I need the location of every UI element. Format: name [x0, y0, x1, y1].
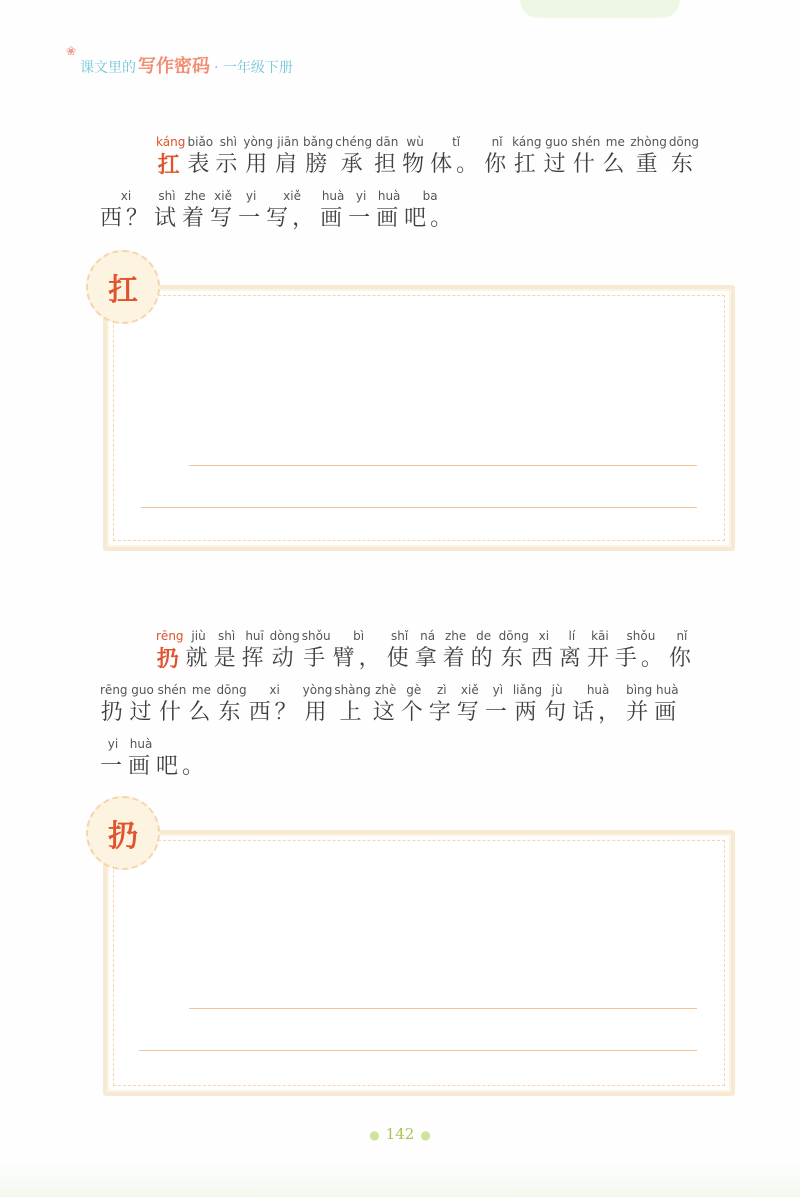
- ruby-char: [275, 134, 301, 180]
- hanzi: 过: [129, 700, 156, 725]
- hanzi: 手: [303, 646, 330, 671]
- pinyin: xi: [269, 683, 280, 697]
- pinyin: shàng: [334, 683, 371, 697]
- hanzi: 西？: [100, 206, 153, 231]
- ruby-char: [485, 682, 511, 728]
- ruby-char: [443, 628, 469, 674]
- hanzi: 你: [668, 646, 695, 671]
- hanzi: 肩: [275, 152, 302, 177]
- pinyin: zhe: [184, 189, 206, 203]
- ruby-char: [348, 188, 374, 234]
- ruby-char: [130, 682, 156, 728]
- ruby-char: [303, 682, 333, 728]
- writing-line: [189, 465, 697, 466]
- pinyin: guo: [131, 683, 154, 697]
- pinyin: zì: [436, 683, 447, 697]
- pinyin: huà: [586, 683, 610, 697]
- hanzi: 么: [188, 700, 215, 725]
- ruby-char: [373, 682, 399, 728]
- pinyin: nǐ: [676, 629, 688, 643]
- pinyin: biǎo: [187, 135, 214, 149]
- header-series: 课文里的: [80, 60, 136, 76]
- section-reng-prompt: [100, 628, 740, 790]
- pinyin: dōng: [216, 683, 247, 697]
- pinyin: xiě: [460, 683, 479, 697]
- hanzi: 手。: [614, 646, 667, 671]
- pinyin: de: [476, 629, 492, 643]
- ruby-char: [333, 628, 385, 674]
- pinyin: huī: [245, 629, 264, 643]
- text-line: [100, 682, 740, 728]
- hanzi: 写: [210, 206, 237, 231]
- writing-line: [141, 507, 697, 508]
- hanzi: 膀: [305, 152, 332, 177]
- pinyin: yòng: [243, 135, 274, 149]
- character-badge-reng: [86, 796, 160, 870]
- pinyin: káng: [156, 135, 186, 149]
- hanzi: 写，: [266, 206, 319, 231]
- pinyin: xi: [120, 189, 132, 203]
- hanzi: 你: [484, 152, 511, 177]
- pinyin: zhòng: [630, 135, 667, 149]
- hanzi: 挥: [241, 646, 268, 671]
- ruby-char: [128, 736, 154, 782]
- ruby-char: [156, 628, 184, 674]
- pinyin: jù: [551, 683, 563, 697]
- pinyin: chéng: [335, 135, 373, 149]
- ruby-char: [559, 628, 585, 674]
- pinyin: zhè: [375, 683, 397, 697]
- pinyin: yi: [107, 737, 119, 751]
- pinyin: rēng: [156, 629, 184, 643]
- ruby-char: [187, 134, 213, 180]
- pinyin: shǒu: [301, 629, 331, 643]
- hanzi: 什: [572, 152, 599, 177]
- hanzi: 扔: [100, 700, 127, 725]
- drawing-box-border: [113, 295, 725, 541]
- hanzi: 扛: [513, 152, 540, 177]
- pinyin: liǎng: [512, 683, 543, 697]
- pinyin: bǎng: [303, 135, 334, 149]
- hanzi: 物: [402, 152, 429, 177]
- pinyin: shì: [219, 135, 237, 149]
- hanzi: 吧。: [156, 754, 209, 779]
- ruby-char: [626, 682, 652, 728]
- ruby-char: [430, 134, 482, 180]
- hanzi: 承: [340, 152, 367, 177]
- ruby-char: [335, 134, 372, 180]
- hanzi: 吧。: [404, 206, 457, 231]
- ruby-char: [154, 188, 180, 234]
- ruby-char: [471, 628, 497, 674]
- pinyin: dòng: [269, 629, 300, 643]
- ruby-char: [214, 628, 240, 674]
- hanzi: 画: [128, 754, 155, 779]
- ruby-char: [402, 134, 428, 180]
- hanzi: 东: [670, 152, 697, 177]
- hanzi: 用: [304, 700, 331, 725]
- header-title: 写作密码: [138, 56, 210, 77]
- pinyin: káng: [512, 135, 542, 149]
- pinyin: xi: [538, 629, 550, 643]
- hanzi: 拿: [414, 646, 441, 671]
- ruby-char: [374, 134, 400, 180]
- ruby-char: [270, 628, 300, 674]
- hanzi: 一: [100, 754, 127, 779]
- pinyin: wù: [406, 135, 424, 149]
- ruby-char: [499, 628, 529, 674]
- ruby-char: [571, 134, 600, 180]
- hanzi: 写: [456, 700, 483, 725]
- pinyin: huà: [377, 189, 401, 203]
- pinyin: lí: [568, 629, 576, 643]
- badge-character: 扔: [108, 819, 138, 854]
- ruby-char: [334, 682, 370, 728]
- page-number-value: 142: [385, 1125, 415, 1143]
- ruby-char: [303, 134, 333, 180]
- pinyin: xiě: [283, 189, 301, 203]
- hanzi: 话，: [572, 700, 625, 725]
- pinyin: shǐ: [391, 629, 409, 643]
- ruby-char: [544, 682, 570, 728]
- hanzi: 就: [185, 646, 212, 671]
- pinyin: ná: [420, 629, 436, 643]
- dot-icon: ●: [420, 1128, 431, 1142]
- ruby-char: [602, 134, 628, 180]
- pinyin: bì: [353, 629, 365, 643]
- ruby-char: [543, 134, 569, 180]
- ruby-char: [100, 682, 128, 728]
- hanzi: 离: [558, 646, 585, 671]
- ruby-char: [531, 628, 557, 674]
- ruby-char: [669, 134, 699, 180]
- hanzi: 画: [376, 206, 403, 231]
- hanzi: 着: [182, 206, 209, 231]
- ruby-char: [587, 628, 613, 674]
- ruby-char: [249, 682, 301, 728]
- pinyin: dōng: [498, 629, 529, 643]
- ruby-char: [404, 188, 456, 234]
- hanzi: 扔: [156, 646, 183, 672]
- hanzi: 使: [386, 646, 413, 671]
- hanzi: 示: [215, 152, 242, 177]
- pinyin: tǐ: [452, 135, 461, 149]
- ruby-char: [630, 134, 666, 180]
- pinyin: shì: [217, 629, 236, 643]
- ruby-char: [243, 134, 273, 180]
- dot-icon: ●: [369, 1128, 380, 1142]
- ruby-char: [215, 134, 241, 180]
- pinyin: kāi: [591, 629, 609, 643]
- ruby-char: [669, 628, 695, 674]
- pinyin: huà: [129, 737, 153, 751]
- hanzi: 重: [635, 152, 662, 177]
- pinyin: gè: [406, 683, 422, 697]
- pinyin: dōng: [668, 135, 699, 149]
- hanzi: 东: [218, 700, 245, 725]
- header-grade: · 一年级下册: [214, 60, 293, 76]
- ruby-char: [512, 134, 541, 180]
- pinyin: zhe: [445, 629, 467, 643]
- hanzi: 上: [339, 700, 366, 725]
- pinyin: yì: [492, 683, 504, 697]
- drawing-box-kang[interactable]: [103, 285, 735, 551]
- pinyin: jiù: [191, 629, 206, 643]
- ruby-char: [320, 188, 346, 234]
- ruby-char: [188, 682, 214, 728]
- hanzi: 并: [626, 700, 653, 725]
- ruby-char: [572, 682, 624, 728]
- hanzi: 的: [470, 646, 497, 671]
- writing-line: [189, 1008, 697, 1009]
- ruby-char: [100, 736, 126, 782]
- writing-line: [139, 1050, 697, 1051]
- hanzi: 臂，: [332, 646, 385, 671]
- hanzi: 个: [400, 700, 427, 725]
- section-kang-prompt: [100, 134, 740, 242]
- ruby-char: [100, 188, 152, 234]
- ruby-char: [242, 628, 268, 674]
- bottom-decoration: [0, 1157, 800, 1197]
- hanzi: 画: [320, 206, 347, 231]
- top-decoration: [520, 0, 680, 18]
- hanzi: 这: [372, 700, 399, 725]
- pinyin: shì: [158, 189, 176, 203]
- pinyin: yòng: [302, 683, 333, 697]
- ruby-char: [457, 682, 483, 728]
- text-line: [100, 134, 740, 180]
- text-line: [100, 736, 740, 782]
- hanzi: 么: [602, 152, 629, 177]
- hanzi: 西: [530, 646, 557, 671]
- hanzi: 试: [154, 206, 181, 231]
- ruby-char: [156, 134, 185, 180]
- pinyin: bìng: [626, 683, 653, 697]
- pinyin: huà: [656, 683, 679, 697]
- pinyin: shén: [157, 683, 187, 697]
- ruby-char: [429, 682, 455, 728]
- text-line: [100, 188, 740, 234]
- leaf-icon: ❀: [66, 44, 77, 58]
- pinyin: rēng: [100, 683, 128, 697]
- page-number: [0, 1125, 800, 1143]
- hanzi: 扛: [157, 152, 184, 178]
- pinyin: nǐ: [491, 135, 503, 149]
- hanzi: 一: [348, 206, 375, 231]
- ruby-char: [513, 682, 542, 728]
- ruby-char: [401, 682, 427, 728]
- ruby-char: [210, 188, 236, 234]
- hanzi: 一: [484, 700, 511, 725]
- ruby-char: [484, 134, 510, 180]
- hanzi: 开: [586, 646, 613, 671]
- hanzi: 字: [428, 700, 455, 725]
- ruby-char: [615, 628, 667, 674]
- hanzi: 担: [374, 152, 401, 177]
- text-line: [100, 628, 740, 674]
- ruby-char: [182, 188, 208, 234]
- hanzi: 一: [238, 206, 265, 231]
- hanzi: 东: [500, 646, 527, 671]
- pinyin: yi: [355, 189, 367, 203]
- pinyin: me: [605, 135, 625, 149]
- hanzi: 两: [514, 700, 541, 725]
- badge-character: 扛: [108, 273, 138, 308]
- hanzi: 是: [213, 646, 240, 671]
- book-header: [66, 44, 293, 78]
- pinyin: yi: [245, 189, 257, 203]
- hanzi: 过: [543, 152, 570, 177]
- hanzi: 西？: [248, 700, 301, 725]
- ruby-char: [654, 682, 680, 728]
- ruby-char: [186, 628, 212, 674]
- pinyin: guo: [545, 135, 568, 149]
- ruby-char: [158, 682, 187, 728]
- pinyin: jiān: [277, 135, 299, 149]
- hanzi: 体。: [430, 152, 483, 177]
- pinyin: dān: [375, 135, 399, 149]
- ruby-char: [266, 188, 318, 234]
- hanzi: 句: [544, 700, 571, 725]
- ruby-char: [238, 188, 264, 234]
- pinyin: shǒu: [626, 629, 656, 643]
- drawing-box-reng[interactable]: [103, 830, 735, 1096]
- hanzi: 用: [245, 152, 272, 177]
- hanzi: 什: [158, 700, 185, 725]
- ruby-char: [216, 682, 246, 728]
- hanzi: 画: [654, 700, 681, 725]
- hanzi: 着: [442, 646, 469, 671]
- ruby-char: [376, 188, 402, 234]
- pinyin: shén: [571, 135, 601, 149]
- pinyin: ba: [422, 189, 438, 203]
- pinyin: xiě: [214, 189, 232, 203]
- pinyin: me: [191, 683, 211, 697]
- ruby-char: [387, 628, 413, 674]
- ruby-char: [156, 736, 208, 782]
- ruby-char: [302, 628, 331, 674]
- hanzi: 表: [187, 152, 214, 177]
- character-badge-kang: [86, 250, 160, 324]
- hanzi: 动: [271, 646, 298, 671]
- pinyin: huà: [321, 189, 345, 203]
- ruby-char: [415, 628, 441, 674]
